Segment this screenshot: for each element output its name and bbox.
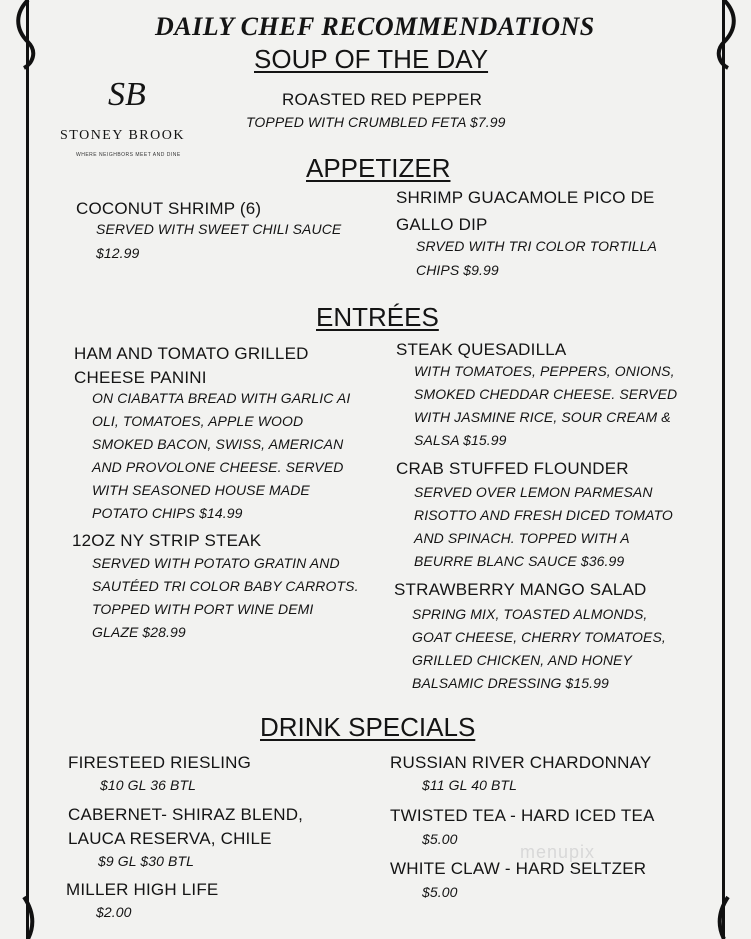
entree-item-name: HAM AND TOMATO GRILLED <box>74 344 309 363</box>
drink-item-price: $5.00 <box>422 831 458 847</box>
entree-item-name: STRAWBERRY MANGO SALAD <box>394 580 647 599</box>
watermark: menupix <box>520 842 596 862</box>
drink-item-price: $2.00 <box>96 904 132 920</box>
drink-item-name: CABERNET- SHIRAZ BLEND, <box>68 805 304 824</box>
entree-item-desc: SPRING MIX, TOASTED ALMONDS, <box>412 606 648 622</box>
entree-item-name: CRAB STUFFED FLOUNDER <box>396 459 629 478</box>
entree-item-desc: BEURRE BLANC SAUCE $36.99 <box>414 553 625 569</box>
right-border <box>722 0 725 939</box>
drink-item-name: TWISTED TEA - HARD ICED TEA <box>390 806 655 825</box>
entree-item-desc: BALSAMIC DRESSING $15.99 <box>412 675 609 691</box>
entrees-heading: ENTRÉES <box>316 302 439 332</box>
entree-item-desc: GOAT CHEESE, CHERRY TOMATOES, <box>412 629 666 645</box>
entree-item-desc: AND PROVOLONE CHEESE. SERVED <box>92 459 344 475</box>
entree-item-desc: GRILLED CHICKEN, AND HONEY <box>412 652 632 668</box>
entree-item-desc: SMOKED CHEDDAR CHEESE. SERVED <box>414 386 678 402</box>
page-title: DAILY CHEF RECOMMENDATIONS <box>155 12 595 41</box>
drink-item-name: FIRESTEED RIESLING <box>68 753 252 772</box>
entree-item-desc: SAUTÉED TRI COLOR BABY CARROTS. <box>92 578 359 594</box>
entree-item-desc: GLAZE $28.99 <box>92 624 186 640</box>
flourish-top-right-icon <box>706 0 742 70</box>
entree-item-desc: WITH JASMINE RICE, SOUR CREAM & <box>414 409 671 425</box>
drink-item-price: $10 GL 36 BTL <box>100 777 196 793</box>
appetizer-item-desc: CHIPS $9.99 <box>416 262 499 278</box>
drink-item-price: $11 GL 40 BTL <box>422 777 517 793</box>
entree-item-desc: SERVED WITH POTATO GRATIN AND <box>92 555 340 571</box>
entree-item-desc: SALSA $15.99 <box>414 432 507 448</box>
drink-item-price: $9 GL $30 BTL <box>98 853 194 869</box>
entree-item-desc: WITH TOMATOES, PEPPERS, ONIONS, <box>414 363 675 379</box>
entree-item-desc: OLI, TOMATOES, APPLE WOOD <box>92 413 304 429</box>
soup-description: TOPPED WITH CRUMBLED FETA $7.99 <box>246 114 506 130</box>
entree-item-desc: POTATO CHIPS $14.99 <box>92 505 243 521</box>
appetizer-heading: APPETIZER <box>306 153 451 183</box>
entree-item-desc: SMOKED BACON, SWISS, AMERICAN <box>92 436 344 452</box>
flourish-bottom-left-icon <box>10 895 46 939</box>
flourish-top-left-icon <box>10 0 46 70</box>
entree-item-name: STEAK QUESADILLA <box>396 340 567 359</box>
soup-name: ROASTED RED PEPPER <box>282 90 483 109</box>
entree-item-desc: WITH SEASONED HOUSE MADE <box>92 482 310 498</box>
flourish-bottom-right-icon <box>706 895 742 939</box>
appetizer-item-desc: SRVED WITH TRI COLOR TORTILLA <box>416 238 657 254</box>
entree-item-desc: RISOTTO AND FRESH DICED TOMATO <box>414 507 673 523</box>
appetizer-item-name: GALLO DIP <box>396 215 488 234</box>
entree-item-desc: TOPPED WITH PORT WINE DEMI <box>92 601 314 617</box>
entree-item-desc: ON CIABATTA BREAD WITH GARLIC AI <box>92 390 351 406</box>
drink-item-price: $5.00 <box>422 884 458 900</box>
entree-item-desc: AND SPINACH. TOPPED WITH A <box>414 530 630 546</box>
drink-item-name: MILLER HIGH LIFE <box>66 880 219 899</box>
entree-item-name: CHEESE PANINI <box>74 368 207 387</box>
entree-item-desc: SERVED OVER LEMON PARMESAN <box>414 484 653 500</box>
left-border <box>26 0 29 939</box>
drink-item-name: LAUCA RESERVA, CHILE <box>68 829 272 848</box>
appetizer-item-name: SHRIMP GUACAMOLE PICO DE <box>396 188 655 207</box>
entree-item-name: 12OZ NY STRIP STEAK <box>72 531 262 550</box>
appetizer-item-price: $12.99 <box>96 245 140 261</box>
logo-tagline: WHERE NEIGHBORS MEET AND DINE <box>76 152 181 158</box>
logo-name: STONEY BROOK <box>60 128 185 143</box>
logo-monogram: SB <box>108 76 146 113</box>
appetizer-item-name: COCONUT SHRIMP (6) <box>76 199 262 218</box>
soup-heading: SOUP OF THE DAY <box>254 44 489 74</box>
drinks-heading: DRINK SPECIALS <box>260 712 476 742</box>
drink-item-name: WHITE CLAW - HARD SELTZER <box>390 859 647 878</box>
appetizer-item-desc: SERVED WITH SWEET CHILI SAUCE <box>96 221 342 237</box>
drink-item-name: RUSSIAN RIVER CHARDONNAY <box>390 753 652 772</box>
